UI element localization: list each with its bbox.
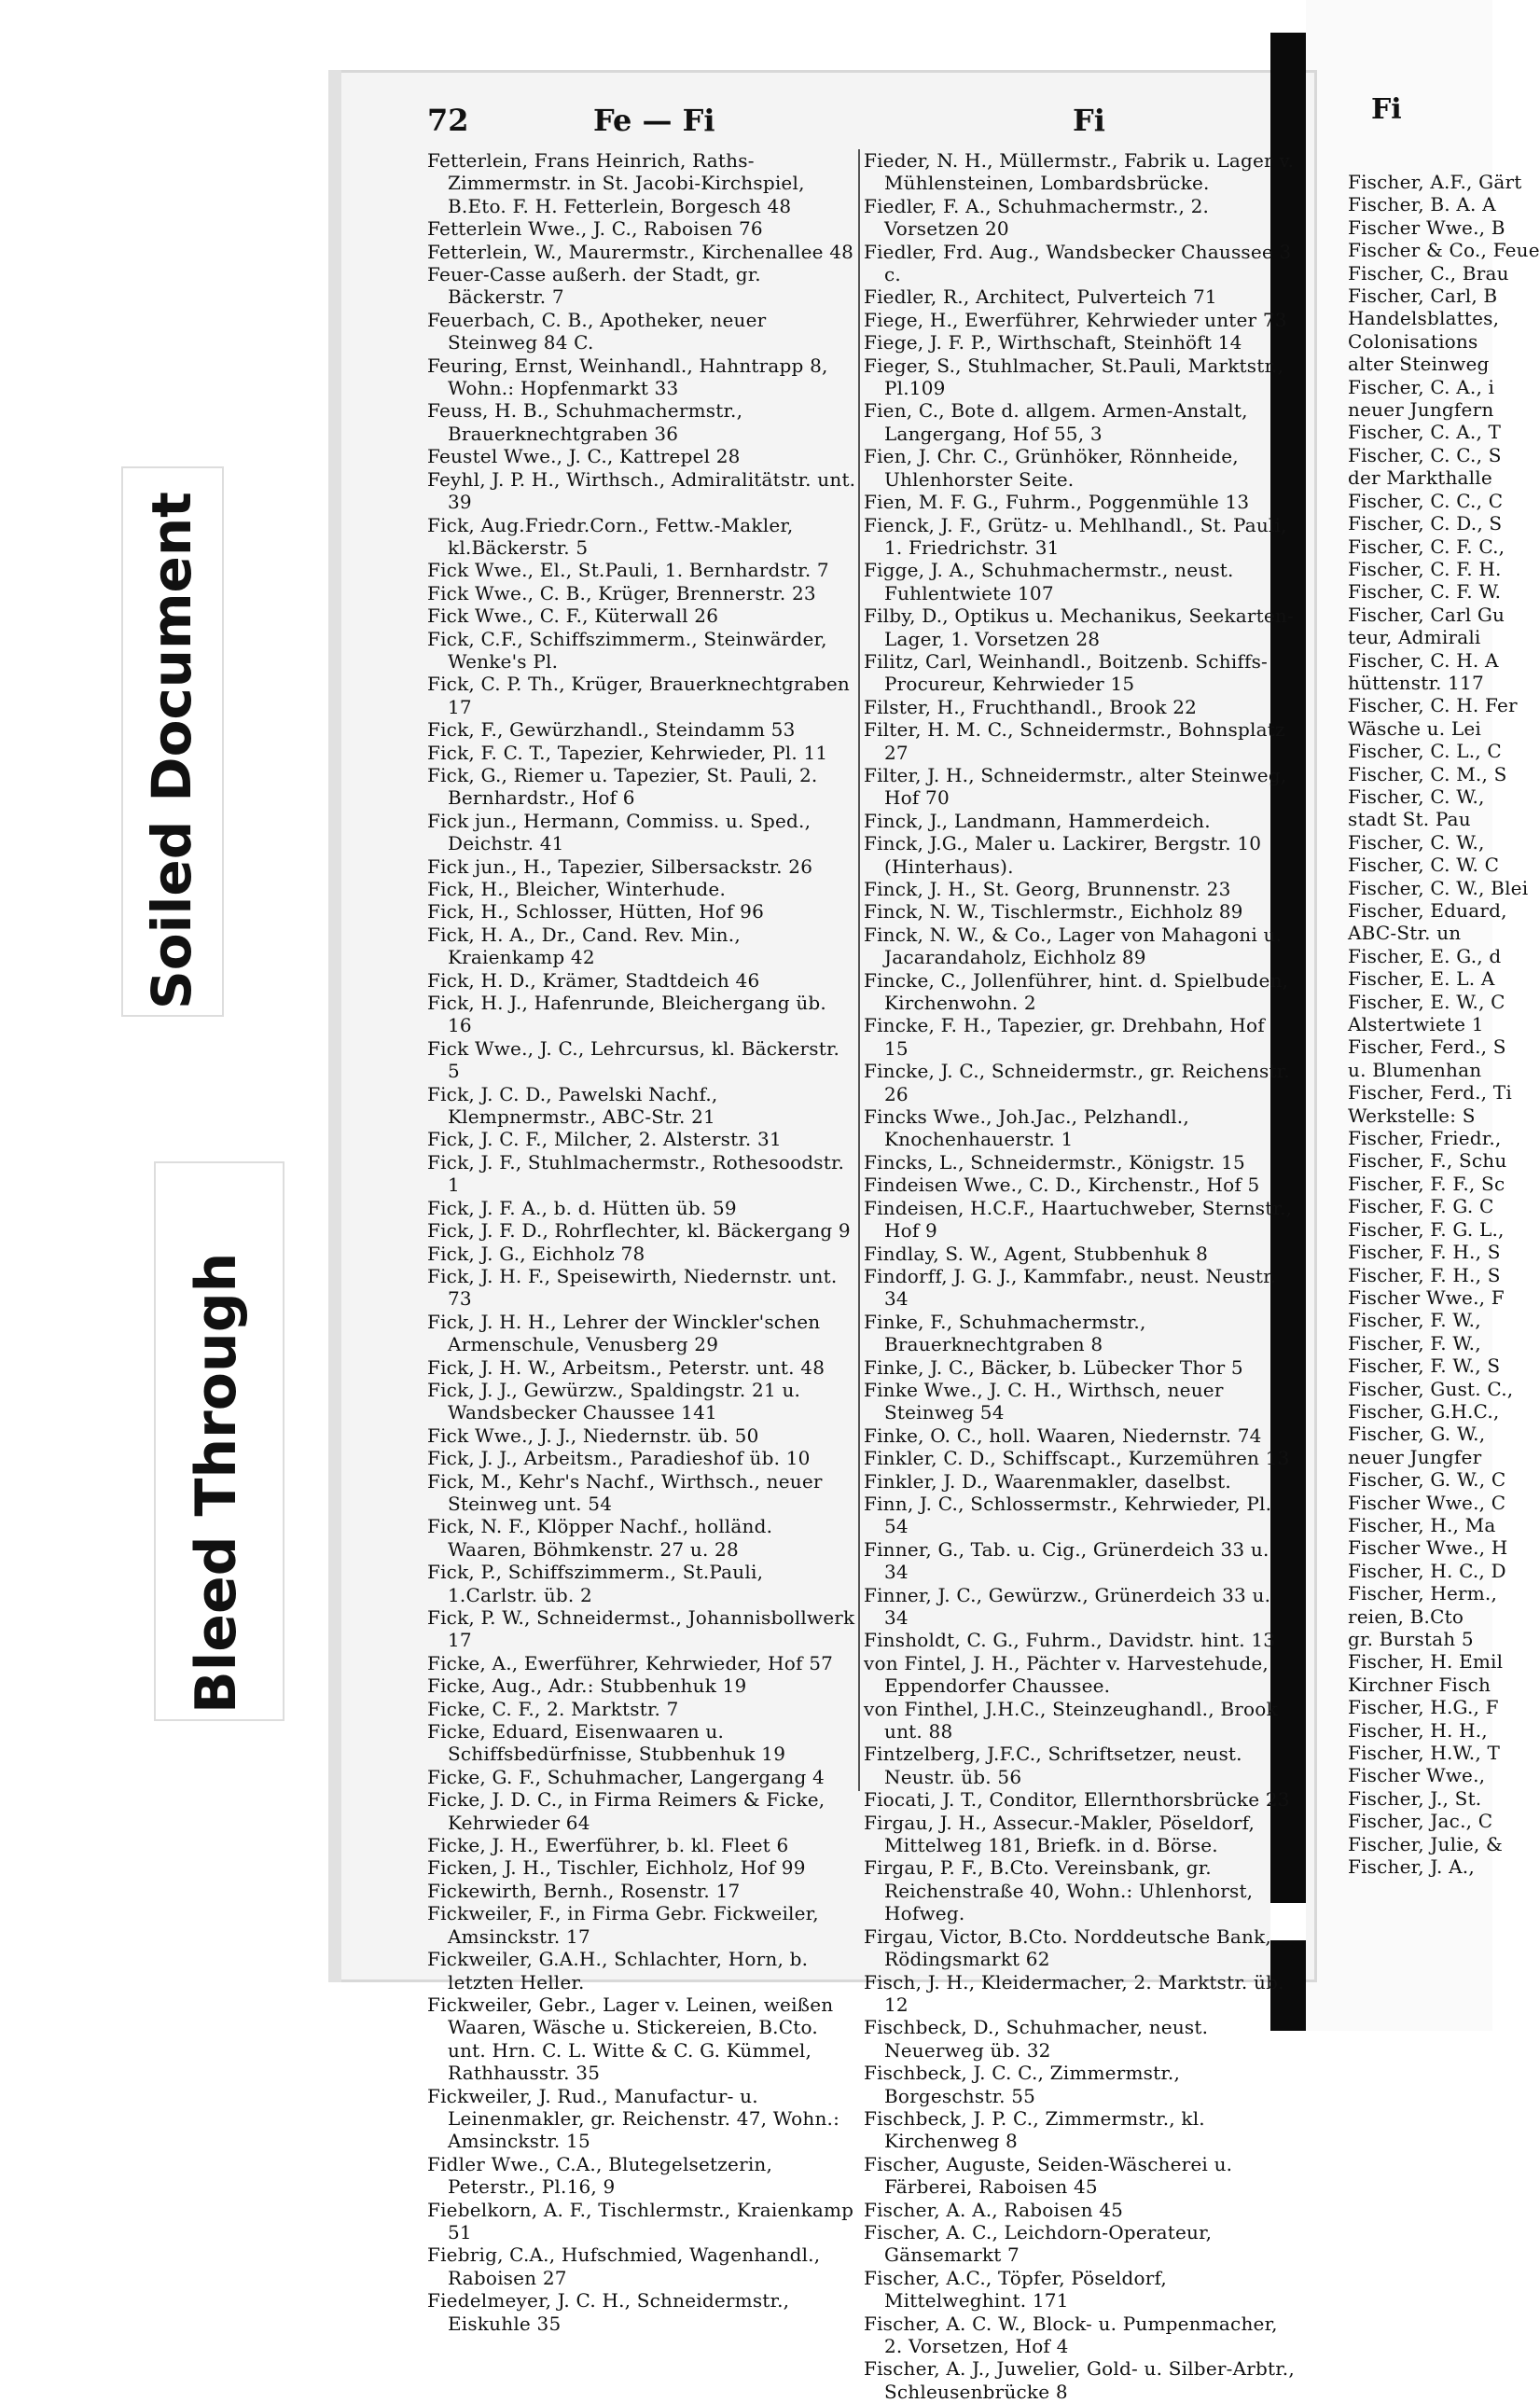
directory-entry: Fick, F., Gewürzhandl., Steindamm 53 xyxy=(427,718,796,742)
directory-entry: Fischer, C. C., C xyxy=(1348,489,1504,512)
directory-entry: Fintzelberg, J.F.C., Schriftsetzer, neust. Neustr. üb. 56 xyxy=(864,1743,1242,1788)
directory-entry: Fick, J. C. D., Pawelski Nachf., Klempnermstr., ABC-Str. 21 xyxy=(427,1082,718,1129)
directory-entry: Fischer Wwe., C xyxy=(1348,1491,1506,1514)
directory-entry: Filter, J. H., Schneidermstr., alter Steinweg, Hof 70 xyxy=(864,763,1287,810)
directory-entry: der Markthalle xyxy=(1348,466,1492,490)
directory-entry: Fischer, J., St. xyxy=(1348,1786,1482,1810)
directory-entry: Fick, C. P. Th., Krüger, Brauerknechtgraben 17 xyxy=(427,673,850,718)
directory-entry: Finck, N. W., & Co., Lager von Mahagoni u. Jacarandaholz, Eichholz 89 xyxy=(864,923,1283,969)
directory-entry: Fiebelkorn, A. F., Tischlermstr., Kraienkamp 51 xyxy=(427,2198,854,2243)
directory-entry: Fick, H., Bleicher, Winterhude. xyxy=(427,878,727,900)
directory-entry: Fischer, F. F., Sc xyxy=(1348,1172,1505,1195)
directory-entry: Fischer, G. W., C xyxy=(1348,1468,1506,1492)
directory-entry: reien, B.Cto xyxy=(1348,1604,1464,1628)
directory-entry: Fick, P., Schiffszimmerm., St.Pauli, 1.Carlstr. üb. 2 xyxy=(427,1561,764,1606)
directory-entry: Fischer, F. G. L., xyxy=(1348,1217,1505,1241)
directory-entry: Fischer, C. F. W. xyxy=(1348,580,1502,604)
label-bleed-text: Bleed Through xyxy=(184,1252,249,1714)
directory-entry: Fick, J. F. A., b. d. Hütten üb. 59 xyxy=(427,1196,737,1219)
directory-entry: Fischer Wwe., H xyxy=(1348,1536,1508,1560)
directory-entry: Fick, H. J., Hafenrunde, Bleichergang üb. 16 xyxy=(427,992,826,1037)
directory-entry: Fetterlein Wwe., J. C., Raboisen 76 xyxy=(427,217,763,241)
directory-entry: Fischer, Gust. C., xyxy=(1348,1377,1514,1400)
directory-entry: Fischbeck, J. C. C., Zimmermstr., Borgeschstr. 55 xyxy=(864,2062,1181,2107)
directory-entry: Finsholdt, C. G., Fuhrm., Davidstr. hint. 13 xyxy=(864,1629,1276,1652)
directory-entry: Fischer, A. J., Juwelier, Gold- u. Silber-Arbtr., Schleusenbrücke 8 xyxy=(864,2357,1295,2403)
directory-entry: Findorff, J. G. J., Kammfabr., neust. Neustr. 34 xyxy=(864,1264,1277,1311)
directory-entry: Ficken, J. H., Tischler, Eichholz, Hof 99 xyxy=(427,1856,806,1880)
directory-entry: Fick, H. A., Dr., Cand. Rev. Min., Kraienkamp 42 xyxy=(427,923,741,969)
directory-entry: Fischer, C. F. C., xyxy=(1348,535,1505,558)
directory-entry: Finke Wwe., J. C. H., Wirthsch, neuer Steinweg 54 xyxy=(864,1378,1224,1424)
directory-entry: Fischer, C. A., i xyxy=(1348,375,1495,398)
directory-entry: Fick Wwe., C. F., Küterwall 26 xyxy=(427,604,719,628)
directory-entry: Fischer, F. G. C xyxy=(1348,1195,1494,1218)
directory-entry: Fetterlein, Frans Heinrich, Raths-Zimmermstr. in St. Jacobi-Kirchspiel, B.Eto. F. H. Fetterlein, Borgesch 48 xyxy=(427,149,805,217)
directory-entry: Fincke, F. H., Tapezier, gr. Drehbahn, Hof 15 xyxy=(864,1014,1265,1060)
directory-entry: Fick Wwe., J. J., Niedernstr. üb. 50 xyxy=(427,1424,759,1447)
directory-entry: Feuss, H. B., Schuhmachermstr., Brauerknechtgraben 36 xyxy=(427,399,743,445)
directory-entry: Fischer, C. W., Blei xyxy=(1348,876,1529,899)
column-divider xyxy=(858,149,860,1791)
directory-entry: Fick, Aug.Friedr.Corn., Fettw.-Makler, kl.Bäckerstr. 5 xyxy=(427,513,794,559)
page-binding-shadow xyxy=(328,70,341,1982)
directory-entry: Fischer, C., Brau xyxy=(1348,261,1509,285)
directory-entry: Fischer, F. H., S xyxy=(1348,1241,1501,1264)
directory-entry: Kirchner Fisch xyxy=(1348,1673,1491,1696)
directory-entry: Ficke, Aug., Adr.: Stubbenhuk 19 xyxy=(427,1674,747,1698)
directory-entry: Alstertwiete 1 xyxy=(1348,1013,1484,1036)
directory-entry: Fien, C., Bote d. allgem. Armen-Anstalt, Langergang, Hof 55, 3 xyxy=(864,399,1248,445)
directory-entry: Fiedelmeyer, J. C. H., Schneidermstr., Eiskuhle 35 xyxy=(427,2289,790,2335)
directory-entry: Findeisen, H.C.F., Haartuchweber, Sternstr., Hof 9 xyxy=(864,1196,1293,1243)
directory-entry: Fischer, H.G., F xyxy=(1348,1696,1499,1719)
directory-entry: stadt St. Pau xyxy=(1348,808,1471,831)
directory-entry: Fischer, F. W., xyxy=(1348,1331,1481,1354)
directory-entry: Fischbeck, J. P. C., Zimmermstr., kl. Kirchenweg 8 xyxy=(864,2106,1205,2153)
directory-entry: Fiocati, J. T., Conditor, Ellernthorsbrücke 23 xyxy=(864,1788,1290,1812)
directory-entry: Fischer, Julie, & xyxy=(1348,1832,1503,1855)
directory-entry: Fetterlein, W., Maurermstr., Kirchenallee 48 xyxy=(427,240,854,263)
directory-entry: Fischer, H., Ma xyxy=(1348,1513,1496,1536)
directory-entry: Filster, H., Fruchthandl., Brook 22 xyxy=(864,695,1198,718)
directory-entry: Fischer, Jac., C xyxy=(1348,1810,1493,1833)
directory-entry: Ficke, J. D. C., in Firma Reimers & Ficke, Kehrwieder 64 xyxy=(427,1788,825,1834)
label-bleed-through xyxy=(154,1161,284,1721)
directory-entry: Werkstelle: S xyxy=(1348,1104,1476,1127)
directory-entry: Fincke, J. C., Schneidermstr., gr. Reichenstr. 26 xyxy=(864,1060,1290,1105)
page-number: 72 xyxy=(427,103,469,138)
directory-entry: Fick, F. C. T., Tapezier, Kehrwieder, Pl. 11 xyxy=(427,741,828,764)
directory-entry: Fischer, Friedr., xyxy=(1348,1127,1502,1150)
directory-entry: Colonisations xyxy=(1348,329,1478,353)
directory-entry: Fick jun., H., Tapezier, Silbersackstr. 26 xyxy=(427,854,813,878)
directory-entry: Fick, C.F., Schiffszimmerm., Steinwärder, Wenke's Pl. xyxy=(427,627,827,673)
directory-entry: neuer Jungfer xyxy=(1348,1445,1482,1468)
directory-entry: Fieder, N. H., Müllermstr., Fabrik u. Lager v. Mühlensteinen, Lombardsbrücke. xyxy=(864,149,1295,195)
directory-entry: Fischer, C. L., C xyxy=(1348,740,1502,763)
directory-entry: Feuerbach, C. B., Apotheker, neuer Steinweg 84 C. xyxy=(427,308,767,354)
directory-entry: Fischer, H. C., D xyxy=(1348,1559,1506,1582)
directory-entry: Filter, H. M. C., Schneidermstr., Bohnsplatz 27 xyxy=(864,718,1285,764)
directory-entry: Finck, J. H., St. Georg, Brunnenstr. 23 xyxy=(864,878,1231,900)
directory-entry: teur, Admirali xyxy=(1348,626,1481,649)
directory-entry: Fischer, Auguste, Seiden-Wäscherei u. Färberei, Raboisen 45 xyxy=(864,2152,1233,2199)
directory-entry: Fischer, A. C. W., Block- u. Pumpenmacher, 2. Vorsetzen, Hof 4 xyxy=(864,2312,1278,2357)
directory-entry: Fick, J. H. H., Lehrer der Winckler'schen Armenschule, Venusberg 29 xyxy=(427,1310,821,1356)
directory-entry: Finck, N. W., Tischlermstr., Eichholz 89 xyxy=(864,900,1243,924)
directory-entry: Ficke, A., Ewerführer, Kehrwieder, Hof 57 xyxy=(427,1651,834,1674)
directory-entry: von Fintel, J. H., Pächter v. Harvestehude, Eppendorfer Chaussee. xyxy=(864,1651,1269,1698)
directory-entry: Fischer, H. Emil xyxy=(1348,1650,1504,1674)
directory-entry: Fick, M., Kehr's Nachf., Wirthsch., neuer Steinweg unt. 54 xyxy=(427,1469,823,1515)
directory-entry: Fick jun., Hermann, Commiss. u. Sped., Deichstr. 41 xyxy=(427,809,812,855)
directory-entry: Finck, J.G., Maler u. Lackirer, Bergstr. 10 (Hinterhaus). xyxy=(864,832,1262,878)
directory-entry: Ficke, Eduard, Eisenwaaren u. Schiffsbedürfnisse, Stubbenhuk 19 xyxy=(427,1720,786,1766)
directory-entry: Fick, J. F., Stuhlmachermstr., Rothesoodstr. 1 xyxy=(427,1150,845,1197)
directory-entry: Fick, H. D., Krämer, Stadtdeich 46 xyxy=(427,968,760,992)
label-soiled-document xyxy=(121,466,224,1017)
directory-entry: Fischer, J. A., xyxy=(1348,1855,1475,1879)
directory-entry: Fincke, C., Jollenführer, hint. d. Spielbuden, Kirchenwohn. 2 xyxy=(864,968,1289,1015)
directory-entry: Fischer, A. A., Raboisen 45 xyxy=(864,2198,1124,2221)
directory-entry: Fick, P. W., Schneidermst., Johannisbollwerk 17 xyxy=(427,1606,855,1652)
directory-entry: Fincks Wwe., Joh.Jac., Pelzhandl., Knochenhauerstr. 1 xyxy=(864,1105,1189,1151)
directory-entry: alter Steinweg xyxy=(1348,353,1490,376)
directory-entry: Fischer, B. A. A xyxy=(1348,193,1496,216)
directory-entry: Firgau, Victor, B.Cto. Norddeutsche Bank, Rödingsmarkt 62 xyxy=(864,1924,1271,1971)
directory-entry: Handelsblattes, xyxy=(1348,307,1500,330)
directory-entry: gr. Burstah 5 xyxy=(1348,1628,1474,1650)
directory-entry: Fickewirth, Bernh., Rosenstr. 17 xyxy=(427,1879,741,1902)
directory-entry: Fincks, L., Schneidermstr., Königstr. 15 xyxy=(864,1150,1245,1174)
directory-entry: Feuring, Ernst, Weinhandl., Hahntrapp 8, Wohn.: Hopfenmarkt 33 xyxy=(427,354,828,400)
directory-entry: Fischer, G. W., xyxy=(1348,1423,1486,1446)
directory-entry: Finkler, C. D., Schiffscapt., Kurzemühren 13 xyxy=(864,1447,1290,1470)
directory-entry: Firgau, J. H., Assecur.-Makler, Pöseldorf, Mittelweg 181, Briefk. in d. Börse. xyxy=(864,1811,1256,1857)
directory-entry: Wäsche u. Lei xyxy=(1348,716,1481,740)
directory-column-right xyxy=(864,149,1295,2403)
directory-entry: Fischer & Co., Feue xyxy=(1348,239,1540,262)
directory-entry: u. Blumenhan xyxy=(1348,1058,1482,1081)
directory-entry: von Finthel, J.H.C., Steinzeughandl., Brook unt. 88 xyxy=(864,1697,1278,1743)
directory-entry: Fischer, C. D., S xyxy=(1348,512,1503,535)
directory-entry: Finke, O. C., holl. Waaren, Niedernstr. 74 xyxy=(864,1424,1262,1447)
directory-entry: Fien, M. F. G., Fuhrm., Poggenmühle 13 xyxy=(864,491,1250,514)
page-header-range: Fe — Fi xyxy=(593,103,715,138)
directory-entry: Fick, J. G., Eichholz 78 xyxy=(427,1242,645,1265)
directory-entry: Fischer, C. W. C xyxy=(1348,854,1500,877)
directory-entry: Fischer, Ferd., Ti xyxy=(1348,1081,1512,1104)
directory-entry: Fischer, C. W., xyxy=(1348,830,1485,854)
directory-entry: Fick, H., Schlosser, Hütten, Hof 96 xyxy=(427,900,765,924)
directory-entry: Fischer, C. H. Fer xyxy=(1348,694,1518,717)
directory-entry: Fick Wwe., C. B., Krüger, Brennerstr. 23 xyxy=(427,581,816,604)
directory-entry: Fischer, F., Schu xyxy=(1348,1149,1507,1173)
directory-entry: Fiedler, R., Architect, Pulverteich 71 xyxy=(864,285,1217,309)
directory-entry: Fischer, F. W., xyxy=(1348,1309,1481,1332)
directory-entry: Fischer, Herm., xyxy=(1348,1582,1498,1605)
directory-entry: Fidler Wwe., C.A., Blutegelsetzerin, Peterstr., Pl.16, 9 xyxy=(427,2152,773,2199)
directory-entry: Fick, J. C. F., Milcher, 2. Alsterstr. 31 xyxy=(427,1128,782,1151)
directory-entry: Fischer Wwe., xyxy=(1348,1764,1486,1787)
directory-entry: neuer Jungfern xyxy=(1348,398,1494,422)
directory-entry: Finkler, J. D., Waarenmakler, daselbst. xyxy=(864,1469,1231,1493)
directory-entry: Fiege, H., Ewerführer, Kehrwieder unter 73 xyxy=(864,308,1287,331)
directory-entry: Fick, J. F. D., Rohrflechter, kl. Bäckergang 9 xyxy=(427,1219,851,1243)
directory-entry: Fischer, C. F. H. xyxy=(1348,557,1502,580)
directory-entry: Fischer, E. W., C xyxy=(1348,990,1505,1013)
directory-entry: Fick, J. J., Gewürzw., Spaldingstr. 21 u. Wandsbecker Chaussee 141 xyxy=(427,1378,801,1424)
directory-entry: Filby, D., Optikus u. Mechanikus, Seekarten-Lager, 1. Vorsetzen 28 xyxy=(864,604,1294,650)
directory-entry: Figge, J. A., Schuhmachermstr., neust. Fuhlentwiete 107 xyxy=(864,559,1234,604)
directory-entry: Finner, J. C., Gewürzw., Grünerdeich 33 u. 34 xyxy=(864,1583,1271,1629)
directory-entry: Fick, G., Riemer u. Tapezier, St. Pauli, 2. Bernhardstr., Hof 6 xyxy=(427,763,818,810)
directory-entry: Fischer, Ferd., S xyxy=(1348,1035,1506,1059)
directory-entry: Ficke, J. H., Ewerführer, b. kl. Fleet 6 xyxy=(427,1834,789,1857)
directory-entry: ABC-Str. un xyxy=(1348,922,1462,945)
directory-entry: Fick, N. F., Klöpper Nachf., holländ. Waaren, Böhmkenstr. 27 u. 28 xyxy=(427,1515,773,1561)
directory-entry: Ficke, G. F., Schuhmacher, Langergang 4 xyxy=(427,1765,825,1788)
directory-entry: Finner, G., Tab. u. Cig., Grünerdeich 33 u. 34 xyxy=(864,1537,1269,1584)
directory-entry: Ficke, C. F., 2. Marktstr. 7 xyxy=(427,1697,679,1720)
directory-entry: Fiege, J. F. P., Wirthschaft, Steinhöft 14 xyxy=(864,331,1242,354)
directory-entry: Fischer, F. W., S xyxy=(1348,1354,1501,1378)
directory-entry: Fischer, C. M., S xyxy=(1348,762,1507,785)
directory-entry: Fick, J. H. W., Arbeitsm., Peterstr. unt. 48 xyxy=(427,1355,825,1379)
page-header-letters: Fi xyxy=(1073,103,1105,138)
directory-entry: Fischer, Eduard, xyxy=(1348,899,1507,922)
directory-entry: Fienck, J. F., Grütz- u. Mehlhandl., St. Pauli, 1. Friedrichstr. 31 xyxy=(864,513,1287,559)
directory-entry: Fiebrig, C.A., Hufschmied, Wagenhandl., Raboisen 27 xyxy=(427,2243,821,2289)
directory-entry: Fickweiler, G.A.H., Schlachter, Horn, b. letzten Heller. xyxy=(427,1948,809,1993)
directory-entry: Fischer, C. W., xyxy=(1348,785,1485,808)
directory-entry: Finke, J. C., Bäcker, b. Lübecker Thor 5 xyxy=(864,1355,1243,1379)
directory-column-left xyxy=(427,149,856,2335)
directory-entry: Fischer Wwe., B xyxy=(1348,215,1505,239)
directory-entry: Fischer, A. C., Leichdorn-Operateur, Gänsemarkt 7 xyxy=(864,2220,1213,2267)
directory-entry: Fiedler, F. A., Schuhmachermstr., 2. Vorsetzen 20 xyxy=(864,194,1210,241)
directory-entry: Findlay, S. W., Agent, Stubbenhuk 8 xyxy=(864,1242,1209,1265)
directory-entry: Fischer, A.F., Gärt xyxy=(1348,171,1522,193)
directory-entry: Fischbeck, D., Schuhmacher, neust. Neuerweg üb. 32 xyxy=(864,2016,1209,2062)
directory-entry: Filitz, Carl, Weinhandl., Boitzenb. Schiffs-Procureur, Kehrwieder 15 xyxy=(864,649,1268,696)
directory-entry: Fickweiler, Gebr., Lager v. Leinen, weißen Waaren, Wäsche u. Stickereien, B.Cto. unt. Hrn. C. L. Witte & C. G. Kümmel, Rathhausstr. 35 xyxy=(427,1993,834,2085)
directory-entry: Fischer, C. H. A xyxy=(1348,648,1499,672)
directory-entry: Fischer, H.W., T xyxy=(1348,1742,1501,1765)
directory-entry: Fick, J. J., Arbeitsm., Paradieshof üb. 10 xyxy=(427,1447,811,1470)
directory-entry: Fischer, F. H., S xyxy=(1348,1263,1501,1286)
directory-entry: Finke, F., Schuhmachermstr., Brauerknechtgraben 8 xyxy=(864,1310,1146,1356)
directory-entry: Finn, J. C., Schlossermstr., Kehrwieder, Pl. 54 xyxy=(864,1492,1272,1538)
directory-column-next-page xyxy=(1348,171,1540,1879)
directory-entry: Fick, J. H. F., Speisewirth, Niedernstr. unt. 73 xyxy=(427,1264,838,1311)
next-page-header: Fi xyxy=(1371,93,1402,126)
directory-entry: Feyhl, J. P. H., Wirthsch., Admiralitätstr. unt. 39 xyxy=(427,467,856,514)
directory-entry: Feuer-Casse außerh. der Stadt, gr. Bäckerstr. 7 xyxy=(427,263,761,309)
directory-entry: Fischer Wwe., F xyxy=(1348,1285,1505,1309)
directory-entry: Fischer, H. H., xyxy=(1348,1718,1488,1742)
directory-entry: Fischer, C. A., T xyxy=(1348,421,1502,444)
directory-entry: Fischer, G.H.C., xyxy=(1348,1399,1500,1423)
directory-entry: Fickweiler, J. Rud., Manufactur- u. Leinenmakler, gr. Reichenstr. 47, Wohn.: Amsinckstr. 15 xyxy=(427,2084,840,2153)
directory-entry: Firgau, P. F., B.Cto. Vereinsbank, gr. Reichenstraße 40, Wohn.: Uhlenhorst, Hofweg. xyxy=(864,1856,1254,1925)
directory-entry: Findeisen Wwe., C. D., Kirchenstr., Hof 5 xyxy=(864,1174,1260,1197)
directory-entry: Fieger, S., Stuhlmacher, St.Pauli, Marktstr., Pl.109 xyxy=(864,354,1284,400)
directory-entry: Finck, J., Landmann, Hammerdeich. xyxy=(864,809,1211,832)
spine-top-gap xyxy=(1270,0,1306,33)
directory-entry: Fischer, Carl Gu xyxy=(1348,603,1505,626)
label-soiled-text: Soiled Document xyxy=(140,492,203,1009)
directory-entry: Fiedler, Frd. Aug., Wandsbecker Chaussee 3 c. xyxy=(864,240,1292,286)
directory-entry: Fick Wwe., J. C., Lehrcursus, kl. Bäckerstr. 5 xyxy=(427,1036,840,1083)
directory-entry: hüttenstr. 117 xyxy=(1348,671,1484,694)
directory-entry: Fien, J. Chr. C., Grünhöker, Rönnheide, Uhlenhorster Seite. xyxy=(864,445,1239,491)
directory-entry: Fischer, A.C., Töpfer, Pöseldorf, Mittelweghint. 171 xyxy=(864,2266,1167,2313)
directory-entry: Fischer, E. G., d xyxy=(1348,944,1502,967)
directory-entry: Fischer, E. L. A xyxy=(1348,967,1495,991)
directory-entry: Fickweiler, F., in Firma Gebr. Fickweiler, Amsinckstr. 17 xyxy=(427,1902,819,1948)
directory-entry: Fischer, Carl, B xyxy=(1348,285,1498,308)
directory-entry: Fisch, J. H., Kleidermacher, 2. Marktstr. üb. 12 xyxy=(864,1970,1284,2016)
directory-entry: Fischer, C. C., S xyxy=(1348,443,1502,466)
directory-entry: Fick Wwe., El., St.Pauli, 1. Bernhardstr. 7 xyxy=(427,559,829,582)
directory-entry: Feustel Wwe., J. C., Kattrepel 28 xyxy=(427,445,741,468)
